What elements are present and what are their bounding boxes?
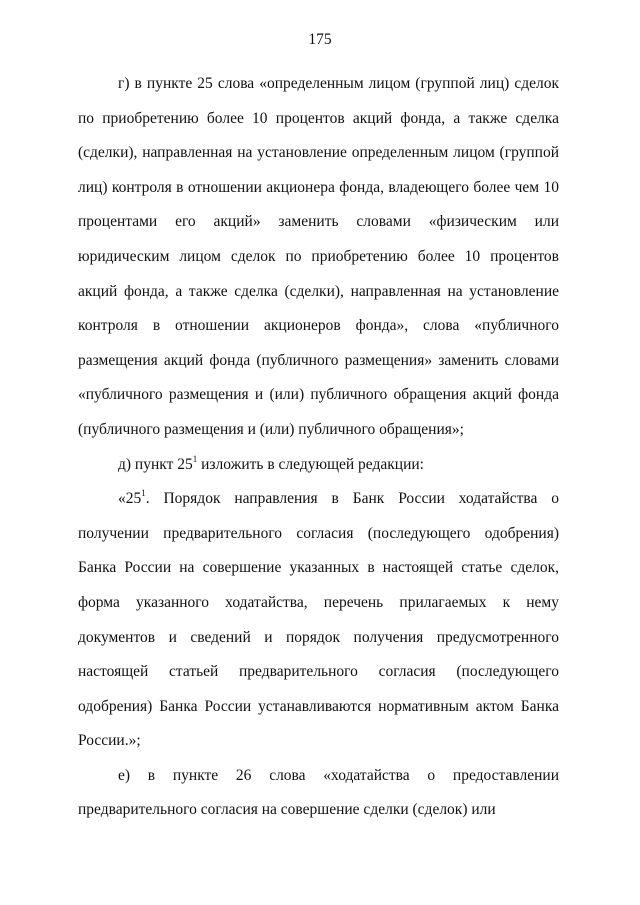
paragraph-quote-start: «25 <box>118 490 142 508</box>
superscript: 1 <box>141 488 146 499</box>
paragraph-quote-end: . Порядок направления в Банк России ходатайства о получении предварительного согласия (последующего одобрения) Банка России на совершение указанных в настоящей статье сделок, форма указанного ходатайства, перечень прилагаемых к нему документов и сведений и порядок получения предусмотренного настоящей статьей предварительного согласия (последующего одобрения) Банка России устанавливаются нормативным актом Банка России.»; <box>78 490 559 750</box>
paragraph-quote <box>78 482 559 759</box>
document-body <box>78 67 559 828</box>
paragraph-d <box>78 448 559 483</box>
superscript: 1 <box>192 453 198 464</box>
paragraph-e: е) в пункте 26 слова «ходатайства о предоставлении предварительного согласия на совершение сделки (сделок) или <box>78 766 559 819</box>
paragraph-d-end: изложить в следующей редакции: <box>197 455 424 473</box>
page-number: 175 <box>308 31 332 48</box>
paragraph-g: г) в пункте 25 слова «определенным лицом (группой лиц) сделок по приобретению более 10 процентов акций фонда, а также сделка (сделки), направленная на установление определенным лицом (группой лиц) контроля в отношении акционера фонда, владеющего более чем 10 процентами его акций» заменить словами «физическим или юридическим лицом сделок по приобретению более 10 процентов акций фонда, а также сделка (сделки), направленная на установление контроля в отношении акционеров фонда», слова «публичного размещения акций фонда (публичного размещения» заменить словами «публичного размещения и (или) публичного обращения акций фонда (публичного размещения и (или) публичного обращения»; <box>78 75 559 438</box>
paragraph-d-start: д) пункт 25 <box>118 455 193 473</box>
